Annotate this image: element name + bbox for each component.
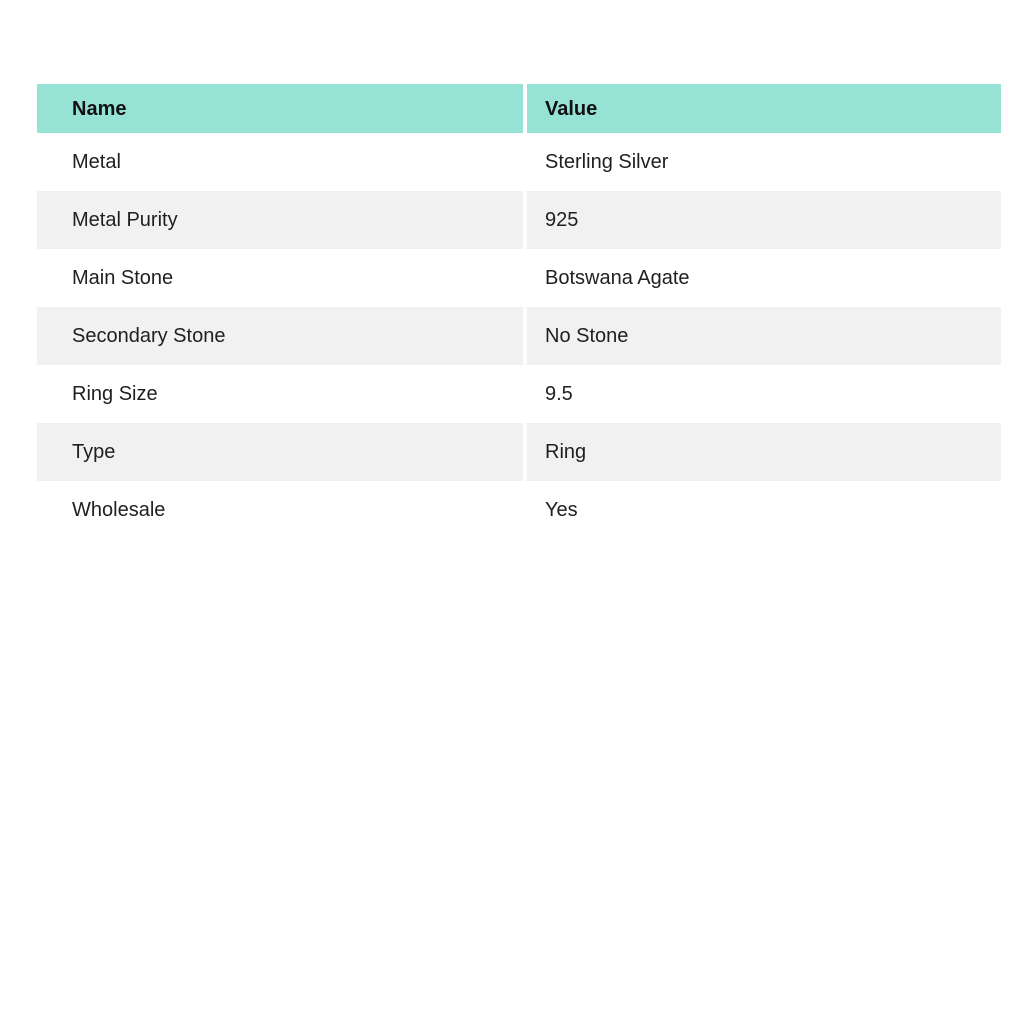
table-row — [37, 481, 1001, 539]
attribute-name: Type — [37, 423, 523, 481]
table-row — [37, 307, 1001, 365]
column-header-value: Value — [527, 84, 1001, 133]
table-row — [37, 191, 1001, 249]
attribute-name: Ring Size — [37, 365, 523, 423]
table-row — [37, 365, 1001, 423]
table-body — [37, 133, 1001, 539]
attribute-value: Yes — [527, 481, 1001, 539]
attribute-value: 9.5 — [527, 365, 1001, 423]
attribute-value: Sterling Silver — [527, 133, 1001, 191]
product-attributes-table — [37, 84, 1001, 539]
attribute-value: Botswana Agate — [527, 249, 1001, 307]
table-row — [37, 133, 1001, 191]
table-header-row — [37, 84, 1001, 133]
attribute-value: No Stone — [527, 307, 1001, 365]
attribute-name: Metal — [37, 133, 523, 191]
attribute-name: Main Stone — [37, 249, 523, 307]
attribute-name: Wholesale — [37, 481, 523, 539]
table-row — [37, 423, 1001, 481]
column-header-name: Name — [37, 84, 523, 133]
attribute-value: 925 — [527, 191, 1001, 249]
attribute-value: Ring — [527, 423, 1001, 481]
attribute-name: Secondary Stone — [37, 307, 523, 365]
attribute-name: Metal Purity — [37, 191, 523, 249]
table-row — [37, 249, 1001, 307]
